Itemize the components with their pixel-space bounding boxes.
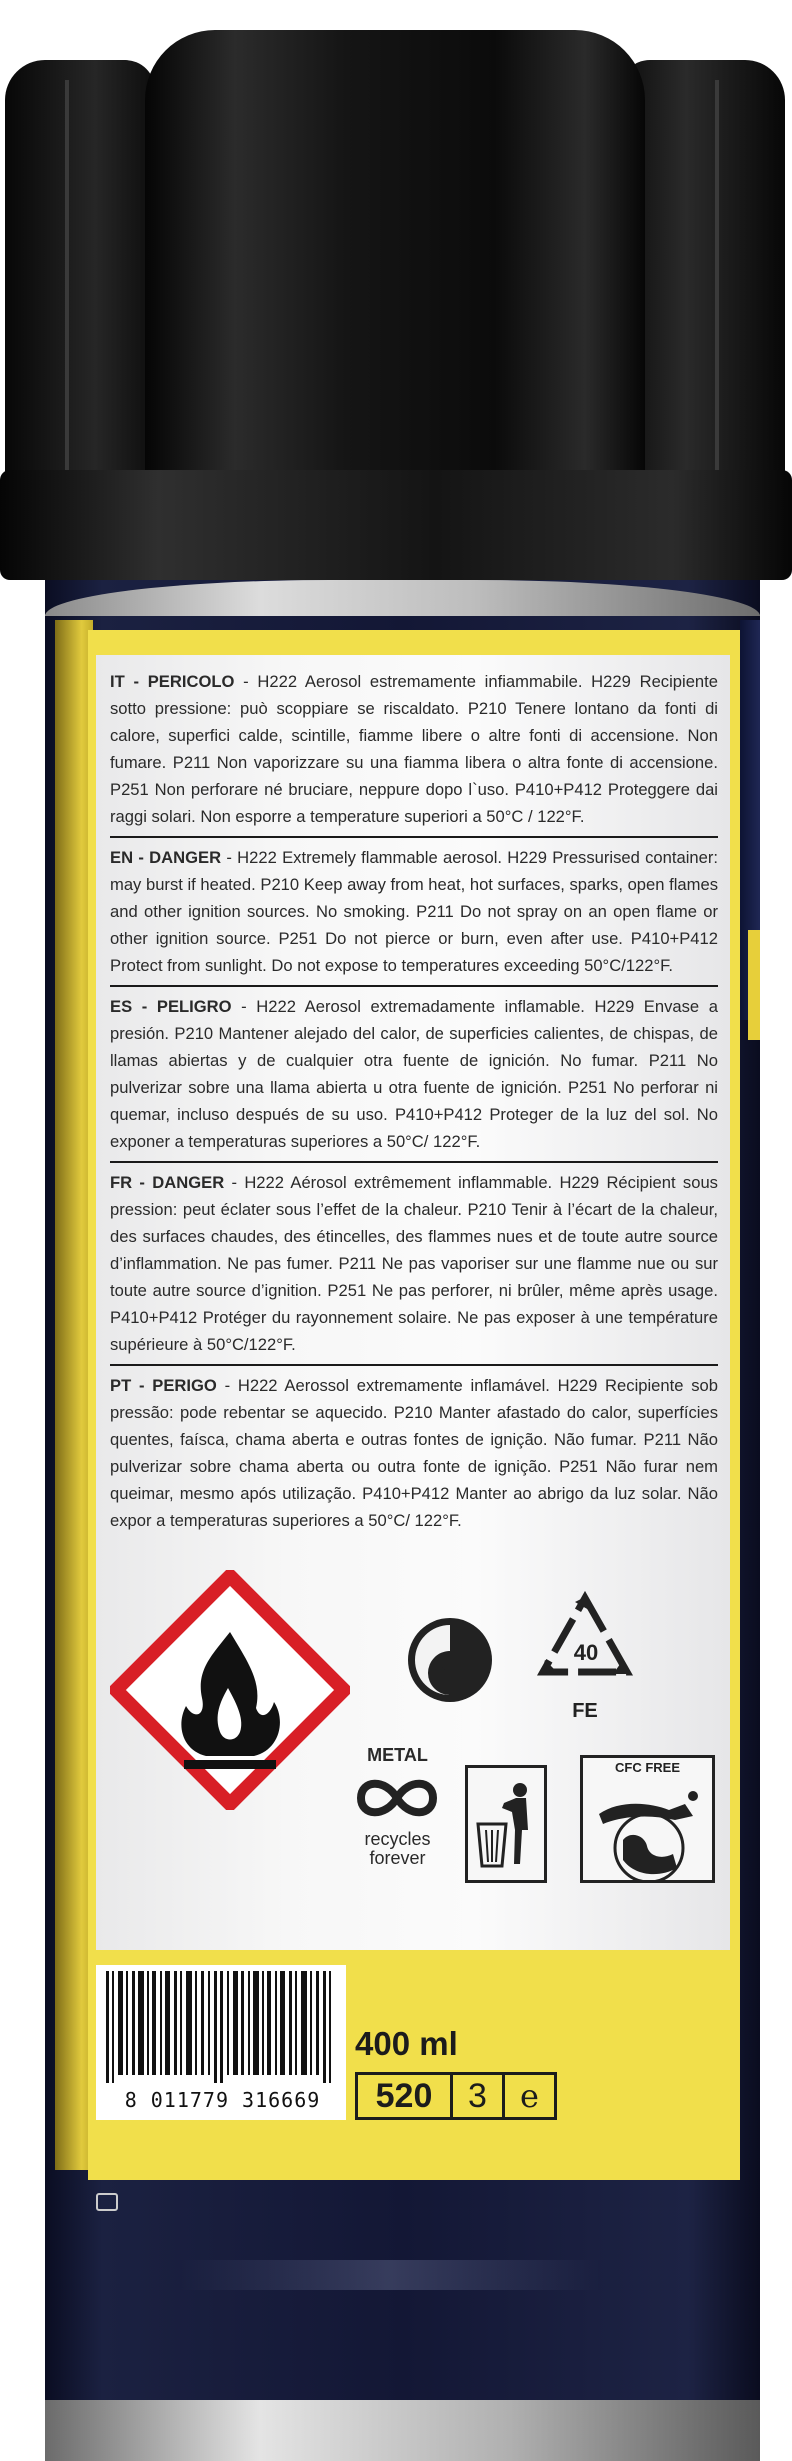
warning-heading: PT - PERIGO (110, 1376, 217, 1395)
warning-heading: ES - PELIGRO (110, 997, 232, 1016)
lot-code: 520 (355, 2072, 453, 2120)
warning-fr (110, 1169, 718, 1366)
batch-code: 3 (453, 2072, 505, 2120)
production-codes (355, 2072, 557, 2120)
warning-text: - H222 Aerossol extremamente inflamável. H229 Recipiente sob pressão: pode rebentar se aquecido. P210 Manter afastado do calor, superfícies quentes, faísca, chama aberta e outras fontes de ignição. Não fumar. P211 Não pulverizar sobre chama aberta ou outra fonte de ignição. P251 Não furar nem queimar, mesmo após utilização. P410+P412 Manter ao abrigo da luz solar. Não expor a temperaturas superiores a 50°C/ 122°F. (110, 1376, 718, 1530)
warning-pt (110, 1372, 718, 1540)
metal-label: METAL (367, 1745, 428, 1765)
barcode-bars (96, 1965, 346, 2085)
infinity-icon (355, 1770, 440, 1825)
warning-es (110, 993, 718, 1163)
warning-text: - H222 Aerosol extremadamente inflamable. H229 Envase a presión. P210 Mantener alejado del calor, de superficies calientes, de chispas, de llamas abiertas y de cualquier otra fuente de ignición. No fumar. P211 No pulverizar sobre una llama abierta u otra fuente de ignición. P251 No perforar ni quemar, incluso después de su uso. P410+P412 Proteger de la luz del sol. No exponer a temperaturas superiores a 50°C/ 122°F. (110, 997, 718, 1151)
warning-en (110, 844, 718, 987)
barcode-number: 8 011779 316669 (124, 2088, 321, 2112)
warning-text: - H222 Aerosol estremamente infiammabile. H229 Recipiente sotto pressione: può scoppiare se riscaldato. P210 Tenere lontano da fonti di calore, superfici calde, scintille, fiamme libere o altre fonti di accensione. Non fumare. P211 Non vaporizzare su una fiamma libera o altra fonte di accensione. P251 Non perforare né bruciare, neppure dopo l`uso. P410+P412 Proteggere dai raggi solari. Non esporre a temperature superiori a 50°C / 122°F. (110, 672, 718, 826)
can-reflection (180, 2260, 600, 2290)
spray-cap (145, 30, 645, 500)
earth-icon (589, 1780, 709, 1880)
cfc-free-badge (580, 1755, 715, 1883)
hazard-warnings (96, 668, 730, 1546)
cap-ring (0, 470, 792, 580)
can-bottom-rim (45, 2400, 760, 2461)
tidyman-icon (465, 1765, 547, 1883)
recycling-material: FE (572, 1700, 598, 1722)
cap-rib (715, 80, 719, 500)
warning-heading: FR - DANGER (110, 1173, 225, 1192)
warning-text: - H222 Extremely flammable aerosol. H229 Pressurised container: may burst if heated. P210 Keep away from heat, hot surfaces, sparks, open flames and other ignition sources. No smoking. P211 Do not spray on an open flame or other ignition source. P251 Do not pierce or burn, even after use. P410+P412 Protect from sunlight. Do not expose to temperatures exceeding 50°C/122°F. (110, 848, 718, 975)
recycling-number: 40 (573, 1640, 599, 1665)
metal-tagline: recycles forever (364, 1829, 431, 1868)
estimated-sign: e (505, 2072, 557, 2120)
right-yellow-mark (748, 930, 760, 1040)
warning-heading: IT - PERICOLO (110, 672, 235, 691)
cap-rib (65, 80, 69, 500)
warning-heading: EN - DANGER (110, 848, 222, 867)
cfc-free-label: CFC FREE (615, 1760, 680, 1775)
warning-it (110, 668, 718, 838)
net-volume: 400 ml (355, 2025, 458, 2062)
flame-ghs-icon (110, 1570, 350, 1810)
cap-left-side (5, 60, 155, 500)
green-dot-icon (405, 1615, 495, 1705)
small-print-icon (96, 2193, 118, 2211)
warning-text: - H222 Aérosol extrêmement inflammable. H229 Récipient sous pression: peut éclater sous l’effet de la chaleur. P210 Tenir à l’écart de la chaleur, des surfaces chaudes, des étincelles, des flammes nues et de toute autre source d’inflammation. Ne pas fumer. P211 Ne pas vaporiser sur une flamme nue ou sur toute autre source d’ignition. P251 Ne pas perforer, ni brûler, même après usage. P410+P412 Protéger du rayonnement solaire. Ne pas exposer à une température supérieure à 50°C/122°F. (110, 1173, 718, 1354)
